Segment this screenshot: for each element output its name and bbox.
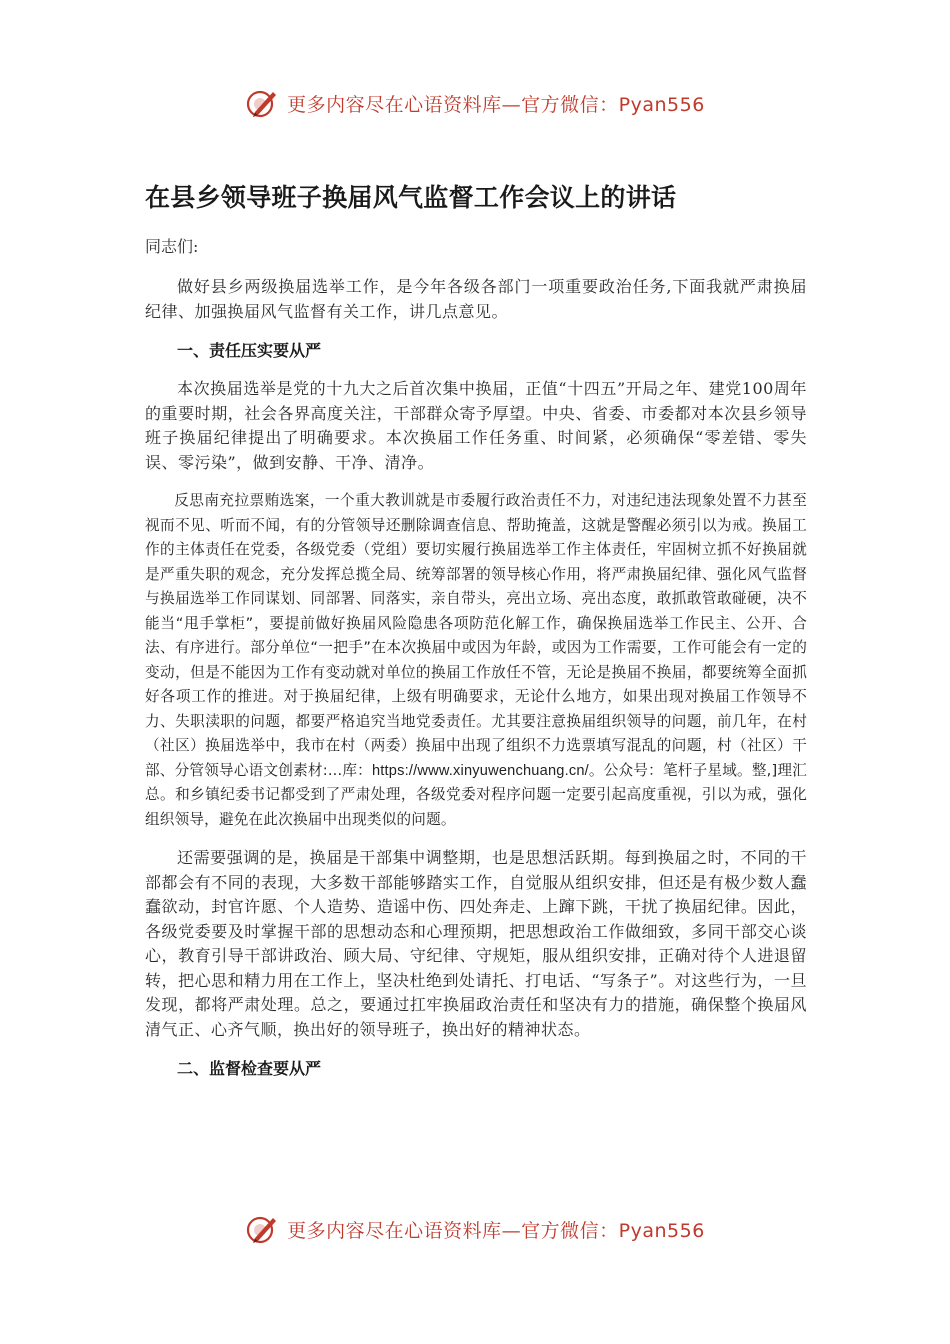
intro-paragraph: 做好县乡两级换届选举工作，是今年各级各部门一项重要政治任务,下面我就严肃换届纪律、加强换届风气监督有关工作，讲几点意见。	[145, 277, 807, 321]
wechat-id: Pyan556	[618, 1219, 705, 1242]
section-heading-1: 一、责任压实要从严	[177, 341, 322, 360]
paragraph-text: 。公众号：笔杆子星域。整,]理汇总。和乡镇纪委书记都受到了严肃处理，各级党委对程序问题一定要引起高度重视，引以为戒，强化组织领导，避免在此次换届中出现类似的问题。	[145, 761, 807, 828]
paragraph: 本次换届选举是党的十九大之后首次集中换届，正值“十四五”开局之年、建党100周年的重要时期，社会各界高度关注，干部群众寄予厚望。中央、省委、市委都对本次县乡领导班子换届纪律提出了明确要求。本次换届工作任务重、时间紧，必须确保“零差错、零失误、零污染”，做到安静、干净、清净。	[145, 379, 807, 472]
page-title: 在县乡领导班子换届风气监督工作会议上的讲话	[145, 183, 677, 212]
banner-text: 更多内容尽在心语资料库—官方微信：Pyan556	[287, 1219, 705, 1242]
source-url-link[interactable]: https://www.xinyuwenchuang.cn/	[371, 762, 589, 779]
pen-logo-icon	[245, 1212, 279, 1246]
paragraph: 还需要强调的是，换届是干部集中调整期，也是思想活跃期。每到换届之时，不同的干部都会有不同的表现，大多数干部能够踏实工作，自觉服从组织安排，但还是有极少数人蠢蠢欲动，封官许愿、个人造势、造谣中伤、四处奔走、上蹿下跳，干扰了换届纪律。因此，各级党委要及时掌握干部的思想动态和心理预期，把思想政治工作做细致，多同干部交心谈心，教育引导干部讲政治、顾大局、守纪律、守规矩，服从组织安排，正确对待个人进退留转，把心思和精力用在工作上，坚决杜绝到处请托、打电话、“写条子”。对这些行为，一旦发现，都将严肃处理。总之，要通过扛牢换届政治责任和坚决有力的措施，确保整个换届风清气正、心齐气顺，换出好的领导班子，换出好的精神状态。	[145, 848, 807, 1039]
paragraph	[145, 489, 807, 832]
banner-text: 更多内容尽在心语资料库—官方微信：Pyan556	[287, 93, 705, 116]
greeting: 同志们:	[145, 237, 199, 256]
paragraph-text: 反思南充拉票贿选案，一个重大教训就是市委履行政治责任不力，对违纪违法现象处置不力甚至视而不见、听而不闻，有的分管领导还删除调查信息、帮助掩盖，这就是警醒必须引以为戒。换届工作的主体责任在党委，各级党委（党组）要切实履行换届选举工作主体责任，牢固树立抓不好换届就是严重失职的观念，充分发挥总揽全局、统筹部署的领导核心作用，将严肃换届纪律、强化风气监督与换届选举工作同谋划、同部署、同落实，亲自带头，亮出立场、亮出态度，敢抓敢管敢碰硬，决不能当“甩手掌柜”，要提前做好换届风险隐患各项防范化解工作，确保换届选举工作民主、公开、合法、有序进行。部分单位“一把手”在本次换届中或因为年龄，或因为工作需要，工作可能会有一定的变动，但是不能因为工作有变动就对单位的换届工作放任不管，无论是换届不换届，都要统筹全面抓好各项工作的推进。对于换届纪律，上级有明确要求，无论什么地方，如果出现对换届工作领导不力、失职渎职的问题，都要严格追究当地党委责任。尤其要注意换届组织领导的问题，前几年，在村（社区）换届选举中，我市在村（两委）换届中出现了组织不力选票填写混乱的问题，村（社区）干部、分管领导心语文创素材:...库：	[145, 492, 807, 779]
pen-logo-icon	[245, 86, 279, 120]
section-heading-2: 二、监督检查要从严	[177, 1059, 322, 1078]
wechat-id: Pyan556	[618, 93, 705, 116]
document-body	[145, 178, 807, 1095]
footer-banner	[0, 1212, 950, 1246]
header-banner	[0, 86, 950, 120]
